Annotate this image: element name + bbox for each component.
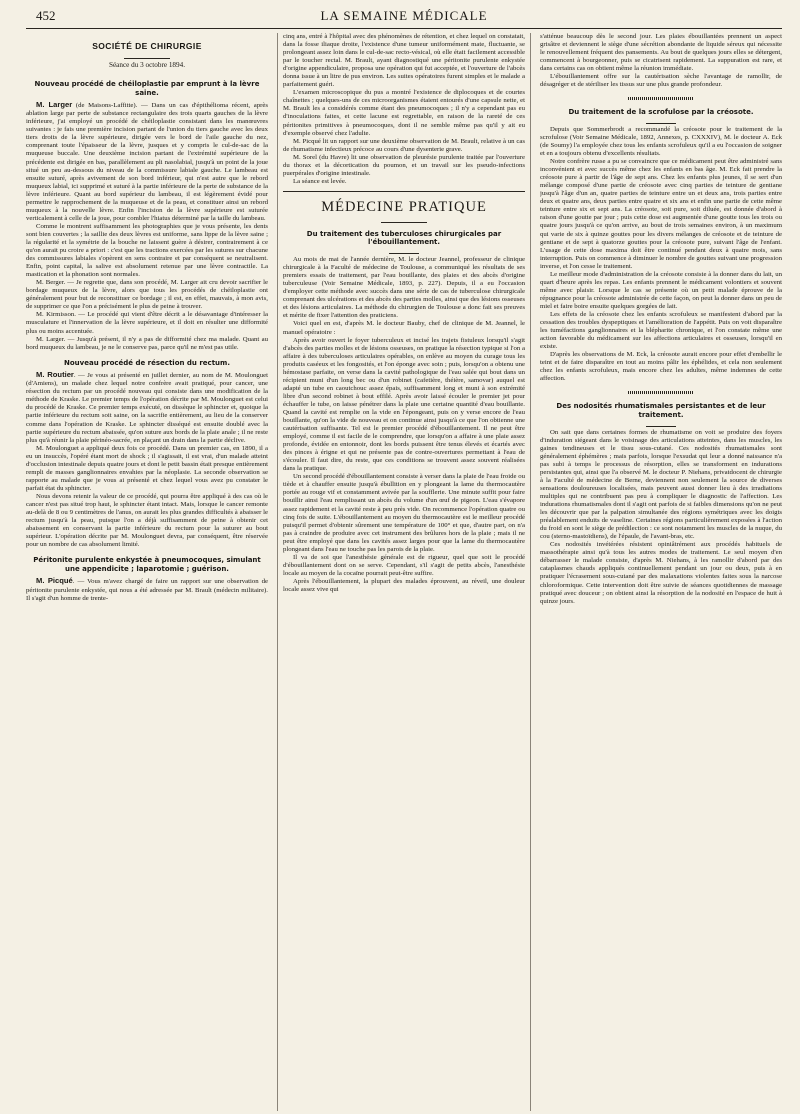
paragraph: M. Picqué lit un rapport sur une deuxième observation de M. Brault, relative à un cas de rhumatisme infectieux précoce au cours d'une dysenterie grave. xyxy=(283,137,525,153)
speaker-name: M. Picqué xyxy=(36,576,73,586)
paragraph: M. Kirmisson. — Le procédé qui vient d'être décrit a le désavantage d'intéresser la musculature et l'innervation de la lèvre supérieure, et il doit en résulter une difformité plus ou moins accentuée. xyxy=(26,311,268,335)
paragraph: M. Routier. — Je vous ai présenté en juillet dernier, au nom de M. Moulonguet (d'Amiens), un malade chez lequel notre confrère avait pratiqué, pour cancer, une résection du rectum par un procédé nouveau qui consiste dans une modification de la méthode de Kraske. Le premier temps de l'opération décrite par M. Moulonguet est celui du procédé de Kraske. Ce premier temps exécuté, on dissèque le sphincter et, quoique la partie inférieure du rectum soit saine, on la sacrifie entièrement, au lieu de la conserver comme dans l'opération de Kraske. Le sphincter disséqué est ensuite doublé avec la partie supérieure du rectum abaissée, qu'on suture aux bords de la plaie anale ; il ne reste plus qu'à réunir la plaie périnéo-sacrée, en plaçant un drain dans la partie déclive. xyxy=(26,370,268,444)
paragraph: Après l'ébouillantement, la plupart des malades éprouvent, au réveil, une douleur locale assez vive qui xyxy=(283,577,525,593)
paragraph: Les effets de la créosote chez les enfants scrofuleux se manifestent d'abord par la cessation des troubles dyspeptiques et l'amélioration de l'appétit. Puis on voit disparaître les tuméfactions ganglionnaires et la blépharite chronique, et l'on constate même une action favorable du médicament sur les affections articulaires et osseuses, lorsqu'il en existe. xyxy=(540,311,782,351)
article-title: Péritonite purulente enkystée à pneumocoques, simulant une appendicite ; laparotomie ; guérison. xyxy=(33,556,261,573)
divider xyxy=(646,123,676,124)
society-heading: SOCIÉTÉ DE CHIRURGIE xyxy=(92,41,202,51)
paragraph: s'atténue beaucoup dès le second jour. Les plaies ébouillantées prennent un aspect grisâtre et deviennent le siège d'une sécrétion abondante de liquide séreux qui nécessite le renouvellement fréquent des pansements. Au bout de quelques jours elles se détergent, commencent à bourgeonner, puis se cicatrisent rapidement. La suppuration est rare, et dans certains cas on obtient même la réunion immédiate. xyxy=(540,33,782,73)
paragraph: Le meilleur mode d'administration de la créosote consiste à la donner dans du lait, un quart d'heure après les repas. Les enfants prennent le médicament volontiers et souvent même avec plaisir. Lorsque le cas se présente où un petit malade éprouve de la répugnance pour la créosote administrée de cette façon, on peut la donner dans un peu de miel et faire boire ensuite quelques gorgées de lait. xyxy=(540,270,782,310)
paragraph: Depuis que Sommerbrodt a recommandé la créosote pour le traitement de la scrofulose (Voir Semaine Médicale, 1892, Annexes, p. CXXXIV), M. le docteur A. Eck (de Soumy) l'a employée chez tous les enfants scrofuleux qu'il a eu l'occasion de soigner et en a toujours obtenu d'excellents résultats. xyxy=(540,125,782,158)
paragraph: L'ébouillantement offre sur la cautérisation sèche l'avantage de ramollir, de désagréger et de stériliser les tissus sur une plus grande profondeur. xyxy=(540,73,782,89)
page-number: 452 xyxy=(36,8,56,23)
paragraph: M. Moulonguet a appliqué deux fois ce procédé. Dans un premier cas, en 1890, il a eu un insuccès, l'opéré étant mort de shock ; il s'agissait, il est vrai, d'un malade atteint d'occlusion intestinale depuis quatre jours et dont le petit bassin était presque entièrement rempli de masses ganglionnaires envahies par la néoplasie. La seconde observation se rapporte au malade que je vous ai présenté et chez lequel vous avez pu constater le parfait état du sphincter. xyxy=(26,444,268,492)
section-heading: MÉDECINE PRATIQUE xyxy=(321,198,487,215)
paragraph: Notre confrère russe a pu se convaincre que ce médicament peut être administré sans inconvénient et avec succès même chez les enfants en bas âge. M. Eck fait prendre la créosote pure à partir de l'âge de sept ans. Chez les enfants plus jeunes, il se sert d'un mélange composé d'une partie de créosote avec cinq parties de teinture de gentiane jusqu'à l'âge d'un an, quatre parties de teinture entre un et deux ans, trois parties entre deux et quatre ans, deux parties entre quatre et six ans et enfin une partie de cette même teinture entre six et sept ans. La créosote, soit pure, soit diluée, est donnée d'abord à raison d'une goutte par jour ; puis cette dose est augmentée d'une goutte tous les trois ou quatre jours jusqu'à ce qu'on arrive, au bout de trois semaines environ, à un maximum qui varie de six à quinze gouttes pour les divers mélanges de créosote et de teinture de gentiane et de sept à quatorze gouttes pour la créosote pure, suivant l'âge de l'enfant. L'usage de cette dose maxima doit être continué pendant deux à quatre mois, sans interruption. Puis on commence à diminuer le nombre de gouttes suivant une progression inverse, et l'on cesse le traitement. xyxy=(540,158,782,270)
paragraph: M. Berger. — Je regrette que, dans son procédé, M. Larger ait cru devoir sacrifier le bordage muqueux de la lèvre, alors que tous les procédés de chéiloplastie ont généralement pour but de reconstituer ce bordage ; il est, en effet, mauvais, à mon avis, de supprimer ce que l'on a précisément le plus de peine à trouver. xyxy=(26,279,268,311)
paragraph: Nous devons retenir la valeur de ce procédé, qui pourra être appliqué à des cas où le cancer n'est pas situé trop haut, le sphincter étant intact. Mais, lorsque le cancer remonte au-delà de 8 ou 9 centimètres de l'anus, on aurait les plus grandes difficultés à abaisser le rectum jusqu'à la peau, puisque l'on a déjà suffisamment de peine à obtenir cet abaissement en conservant la partie inférieure du rectum pour la suturer au bout supérieur. L'opération décrite par M. Moulonguet devra, par conséquent, être réservée pour un nombre de cas absolument limité. xyxy=(26,492,268,549)
column-right xyxy=(540,33,782,1111)
paragraph: Un second procédé d'ébouillantement consiste à verser dans la plaie de l'eau froide ou tiède et à chauffer ensuite jusqu'à ébullition en y plongeant la lame du thermocautère portée au rouge vif et constamment avivée par la soufflerie. Une minute suffit pour faire bouillir ainsi l'eau remplissant un abcès du volume d'un œuf de pigeon. L'eau s'évapore assez rapidement et la cavité reste à peu près vide. On recommence l'opération quatre ou cinq fois de suite. L'ébouillantement au moyen du thermocautère est le meilleur procédé puisqu'il permet d'obtenir sûrement une température de 100° et que, d'autre part, on n'a pas à craindre de produire avec cet instrument des brûlures hors de la plaie ; mais il ne peut être employé que dans les cavités assez larges pour que la lame du thermocautère plongeant dans l'eau ne touche pas les parois de la plaie. xyxy=(283,473,525,553)
paragraph: Voici quel en est, d'après M. le docteur Bauby, chef de clinique de M. Jeannel, le manuel opératoire : xyxy=(283,320,525,336)
paragraph: Ces nodosités invétérées résistent opiniâtrément aux procédés habituels de massothérapie ainsi qu'à tous les autres modes de traitement. Le seul moyen d'en débarrasser le malade consiste, d'après M. Niehans, à les ramollir d'abord par des cataplasmes chauds appliqués continuellement pendant un jour ou deux, puis à en pratiquer l'écrasement sous-cutané par des malaxations violentes faites sous la narcose chloroformique. Cette intervention doit être suivie de séances quotidiennes de massage pratiqué avec douceur ; on obtient ainsi la résorption de la nodosité en l'espace de huit à quinze jours. xyxy=(540,541,782,605)
article-title: Du traitement des tuberculoses chirurgicales par l'ébouillantement. xyxy=(306,229,502,247)
columns xyxy=(26,33,782,1111)
paragraph: cinq ans, entré à l'hôpital avec des phénomènes de rétention, et chez lequel on constatait, dans la fosse iliaque droite, l'existence d'une tumeur uniformément mate, fluctuante, se prolongeant assez loin dans le cul-de-sac recto-vésical, où elle était facilement accessible par le toucher rectal. M. Brault, ayant diagnostiqué une péritonite purulente enkystée d'origine appendiculaire, proposa une opération qui fut acceptée, et l'ouverture de l'abcès donna issue à un litre de pus environ. Les suites opératoires furent simples et le malade a parfaitement guéri. xyxy=(283,33,525,89)
article-title: Nouveau procédé de chéiloplastie par emprunt à la lèvre saine. xyxy=(34,80,260,97)
paragraph: Il va de soi que l'anesthésie générale est de rigueur, quel que soit le procédé d'ébouillantement dont on se serve. Cependant, s'il s'agit de petits abcès, l'anesthésie locale au moyen de la cocaïne pourrait peut-être suffire. xyxy=(283,553,525,577)
journal-title: LA SEMAINE MÉDICALE xyxy=(320,8,488,23)
article-title: Du traitement de la scrofulose par la créosote. xyxy=(568,108,754,117)
running-header xyxy=(26,0,782,29)
divider xyxy=(628,97,694,100)
paragraph: Au mois de mai de l'année dernière, M. le docteur Jeannel, professeur de clinique chirurgicale à la Faculté de médecine de Toulouse, a communiqué les résultats de ses premiers essais de traitement, par l'eau bouillante, des plaies et des abcès d'origine tuberculeuse (Voir Semaine Médicale, 1893, p. 227). Depuis, il a eu l'occasion d'employer cette méthode avec succès dans une série de cas de tuberculose chirurgicale comprenant des ulcérations et des abcès des parties molles, ainsi que des lésions osseuses et des lésions articulaires. La méthode du chirurgien de Toulouse a donc fait ses preuves et mérite de fixer l'attention des praticiens. xyxy=(283,256,525,320)
paragraph: On sait que dans certaines formes de rhumatisme on voit se produire des foyers d'induration siégeant dans le voisinage des articulations atteintes, dans les muscles, les gaines tendineuses et le tissu sous-cutané. Ces nodosités rhumatismales sont généralement éphémères ; mais parfois, lorsque l'exsudat qui leur a donné naissance n'a pas subi à temps le processus de résorption, elles se transforment en indurations persistantes qui, ainsi que l'a observé M. le docteur P. Niehans, privatdocent de chirurgie à la Faculté de médecine de Berne, deviennent non seulement la source de diverses sensations douloureuses localisées, mais peuvent aussi donner lieu à des irradiations multiples qui ne contribuent pas peu à compliquer le diagnostic de l'affection. Les indurations rhumatismales dont il s'agit ont parfois de si faibles dimensions qu'on ne peut les découvrir que par la palpation simultanée des régions symétriques avec les doigts préalablement enduits de vaseline. Certaines régions particulièrement exposées à l'action du froid en sont le siège de prédilection : ce sont notamment les muscles de la nuque, du cou (sterno-mastoïdiens), de l'épaule, de l'avant-bras, etc. xyxy=(540,428,782,541)
paragraph: Après avoir ouvert le foyer tuberculeux et incisé les trajets fistuleux lorsqu'il s'agit d'abcès des parties molles et de lésions osseuses, on pratique la résection typique si l'on a affaire à des tuberculoses articulaires opérables, on enlève au moyen du curage tous les produits caséeux et les fongosités, et l'on éponge avec soin ; puis, lorsqu'on a obtenu une hémostase parfaite, on verse dans la cavité pathologique de l'eau salée qui bout dans un récipient muni d'un long bec ou d'un robinet (cafetière, théière, samovar) auquel est adapté un tube en caoutchouc assez épais, suffisamment long et muni à son extrémité libre d'un second robinet à bout effilé. Après avoir laissé écouler le premier jet pour échauffer le tube, on laisse pénétrer dans la plaie une certaine quantité d'eau bouillante. Quand la cavité est remplie on la vide en l'épongeant, puis on y verse encore de l'eau bouillante, qu'on la vide de nouveau et on continue ainsi jusqu'à ce que l'on obtienne une cautérisation suffisante. Tel est le premier procédé d'ébouillantement. Il ne peut être employé, comme il est facile de le comprendre, que lorsqu'on a affaire à une plaie assez profonde, évidée en entonnoir, dont les bords puissent être tenus élevés et écartés avec des pinces à érigne et qui ne présente pas de contre-ouvertures permettant à l'eau de s'écouler. Il faut dire, du reste, que ces conditions se trouvent assez souvent réalisées dans la pratique. xyxy=(283,336,525,473)
paragraph: La séance est levée. xyxy=(293,177,347,185)
paragraph: L'examen microscopique du pus a montré l'existence de diplocoques et de courtes chaînettes ; quelques-uns de ces microorganismes étaient entourés d'une capsule nette, et M. Brault les a considérés comme étant des pneumocoques ; il n'y a cependant pas eu d'inoculations faites, et cette lacune est regrettable, en raison de la rareté de ces péritonites primitives à pneumocoques, dont il ne semble même pas qu'il y ait eu d'exemple observé chez l'adulte. xyxy=(283,89,525,137)
article-title: Des nodosités rhumatismales persistantes et de leur traitement. xyxy=(556,402,766,420)
paragraph: D'après les observations de M. Eck, la créosote aurait encore pour effet d'embellir le teint et de faire disparaître en tout au moins pâlir les éphélides, et cela non seulement chez les enfants scrofuleux, mais encore chez les adultes, même indemnes de cette affection. xyxy=(540,351,782,383)
section-rule xyxy=(283,191,525,192)
column-left xyxy=(26,33,268,1111)
divider xyxy=(381,222,427,223)
paragraph: M. Picqué. — Vous m'avez chargé de faire un rapport sur une observation de péritonite purulente enkystée, qui nous a été adressée par M. Brault (médecin militaire). Il s'agit d'un homme de trente- xyxy=(26,576,268,602)
session-date: Séance du 3 octobre 1894. xyxy=(108,61,186,69)
article-title: Nouveau procédé de résection du rectum. xyxy=(64,358,230,367)
divider xyxy=(124,58,170,59)
paragraph: M. Sorel (du Havre) lit une observation de pleurésie purulente traitée par l'ouverture du thorax et la décortication du poumon, et un travail sur les pseudo-infections puerpérales d'origine intestinale. xyxy=(283,153,525,177)
divider xyxy=(628,391,694,394)
paragraph: M. Larger (de Maisons-Laffitte). — Dans un cas d'épithélioma récent, après ablation large par perte de substance rectangulaire des trois quarts gauches de la lèvre inférieure, j'ai employé un procédé de chéiloplastie consistant dans les manœuvres suivantes : je fais une première incision partant de l'union du tiers gauche avec les deux tiers droits de la lèvre supérieure, dirigée vers le bord de l'aile gauche du nez, comprenant toute l'épaisseur de la lèvre, jusques et y compris le cul-de-sac de la muqueuse buccale. Une deuxième incision partant de l'extrémité supérieure de la précédente est dirigée en bas, parallèlement au pli nasolabial, jusqu'à un point de la joue situé un peu au-dessous du niveau de la commissure labiale gauche. Le lambeau est ensuite suturé, après avivement de son bord inférieur, qui n'est autre que le rebord muqueux labial, ici supprimé et suturé à la partie inférieure de la perte de substance de la lèvre inférieure. Quant au bord supérieur du lambeau, il est légèrement évidé pour permettre le rapprochement de la muqueuse et de la peau, et constituer ainsi un rebord muqueux à la nouvelle lèvre. Enfin l'incision de la lèvre supérieure est suturée verticalement à celle de la joue, pour combler l'hiatus déterminé par la taille du lambeau. xyxy=(26,100,268,222)
column-middle xyxy=(277,33,531,1111)
divider xyxy=(646,426,676,427)
speaker-name: M. Larger xyxy=(36,100,73,110)
paragraph: M. Larger. — Jusqu'à présent, il n'y a pas de difformité chez ma malade. Quant au bord muqueux du lambeau, je ne le conserve pas, parce qu'il ne m'est pas utile. xyxy=(26,335,268,351)
speaker-name: M. Routier xyxy=(36,370,74,380)
divider xyxy=(389,253,419,254)
paragraph: Comme le montrent suffisamment les photographies que je vous présente, les dents sont bien couvertes ; la saillie des deux lèvres est uniforme, sans lippe de la lèvre saine ; la régularité et la symétrie de la bouche ne laissent guère à désirer, contrairement à ce qu'on aurait pu croire a priori : c'est que les tractions exercées par les sutures sur chacune des commissures labiales s'opèrent en sens contraire et par conséquent se neutralisent. Enfin, point capital, la salive est absolument retenue par une lèvre contractile. La mastication et la phonation sont normales. xyxy=(26,222,268,279)
